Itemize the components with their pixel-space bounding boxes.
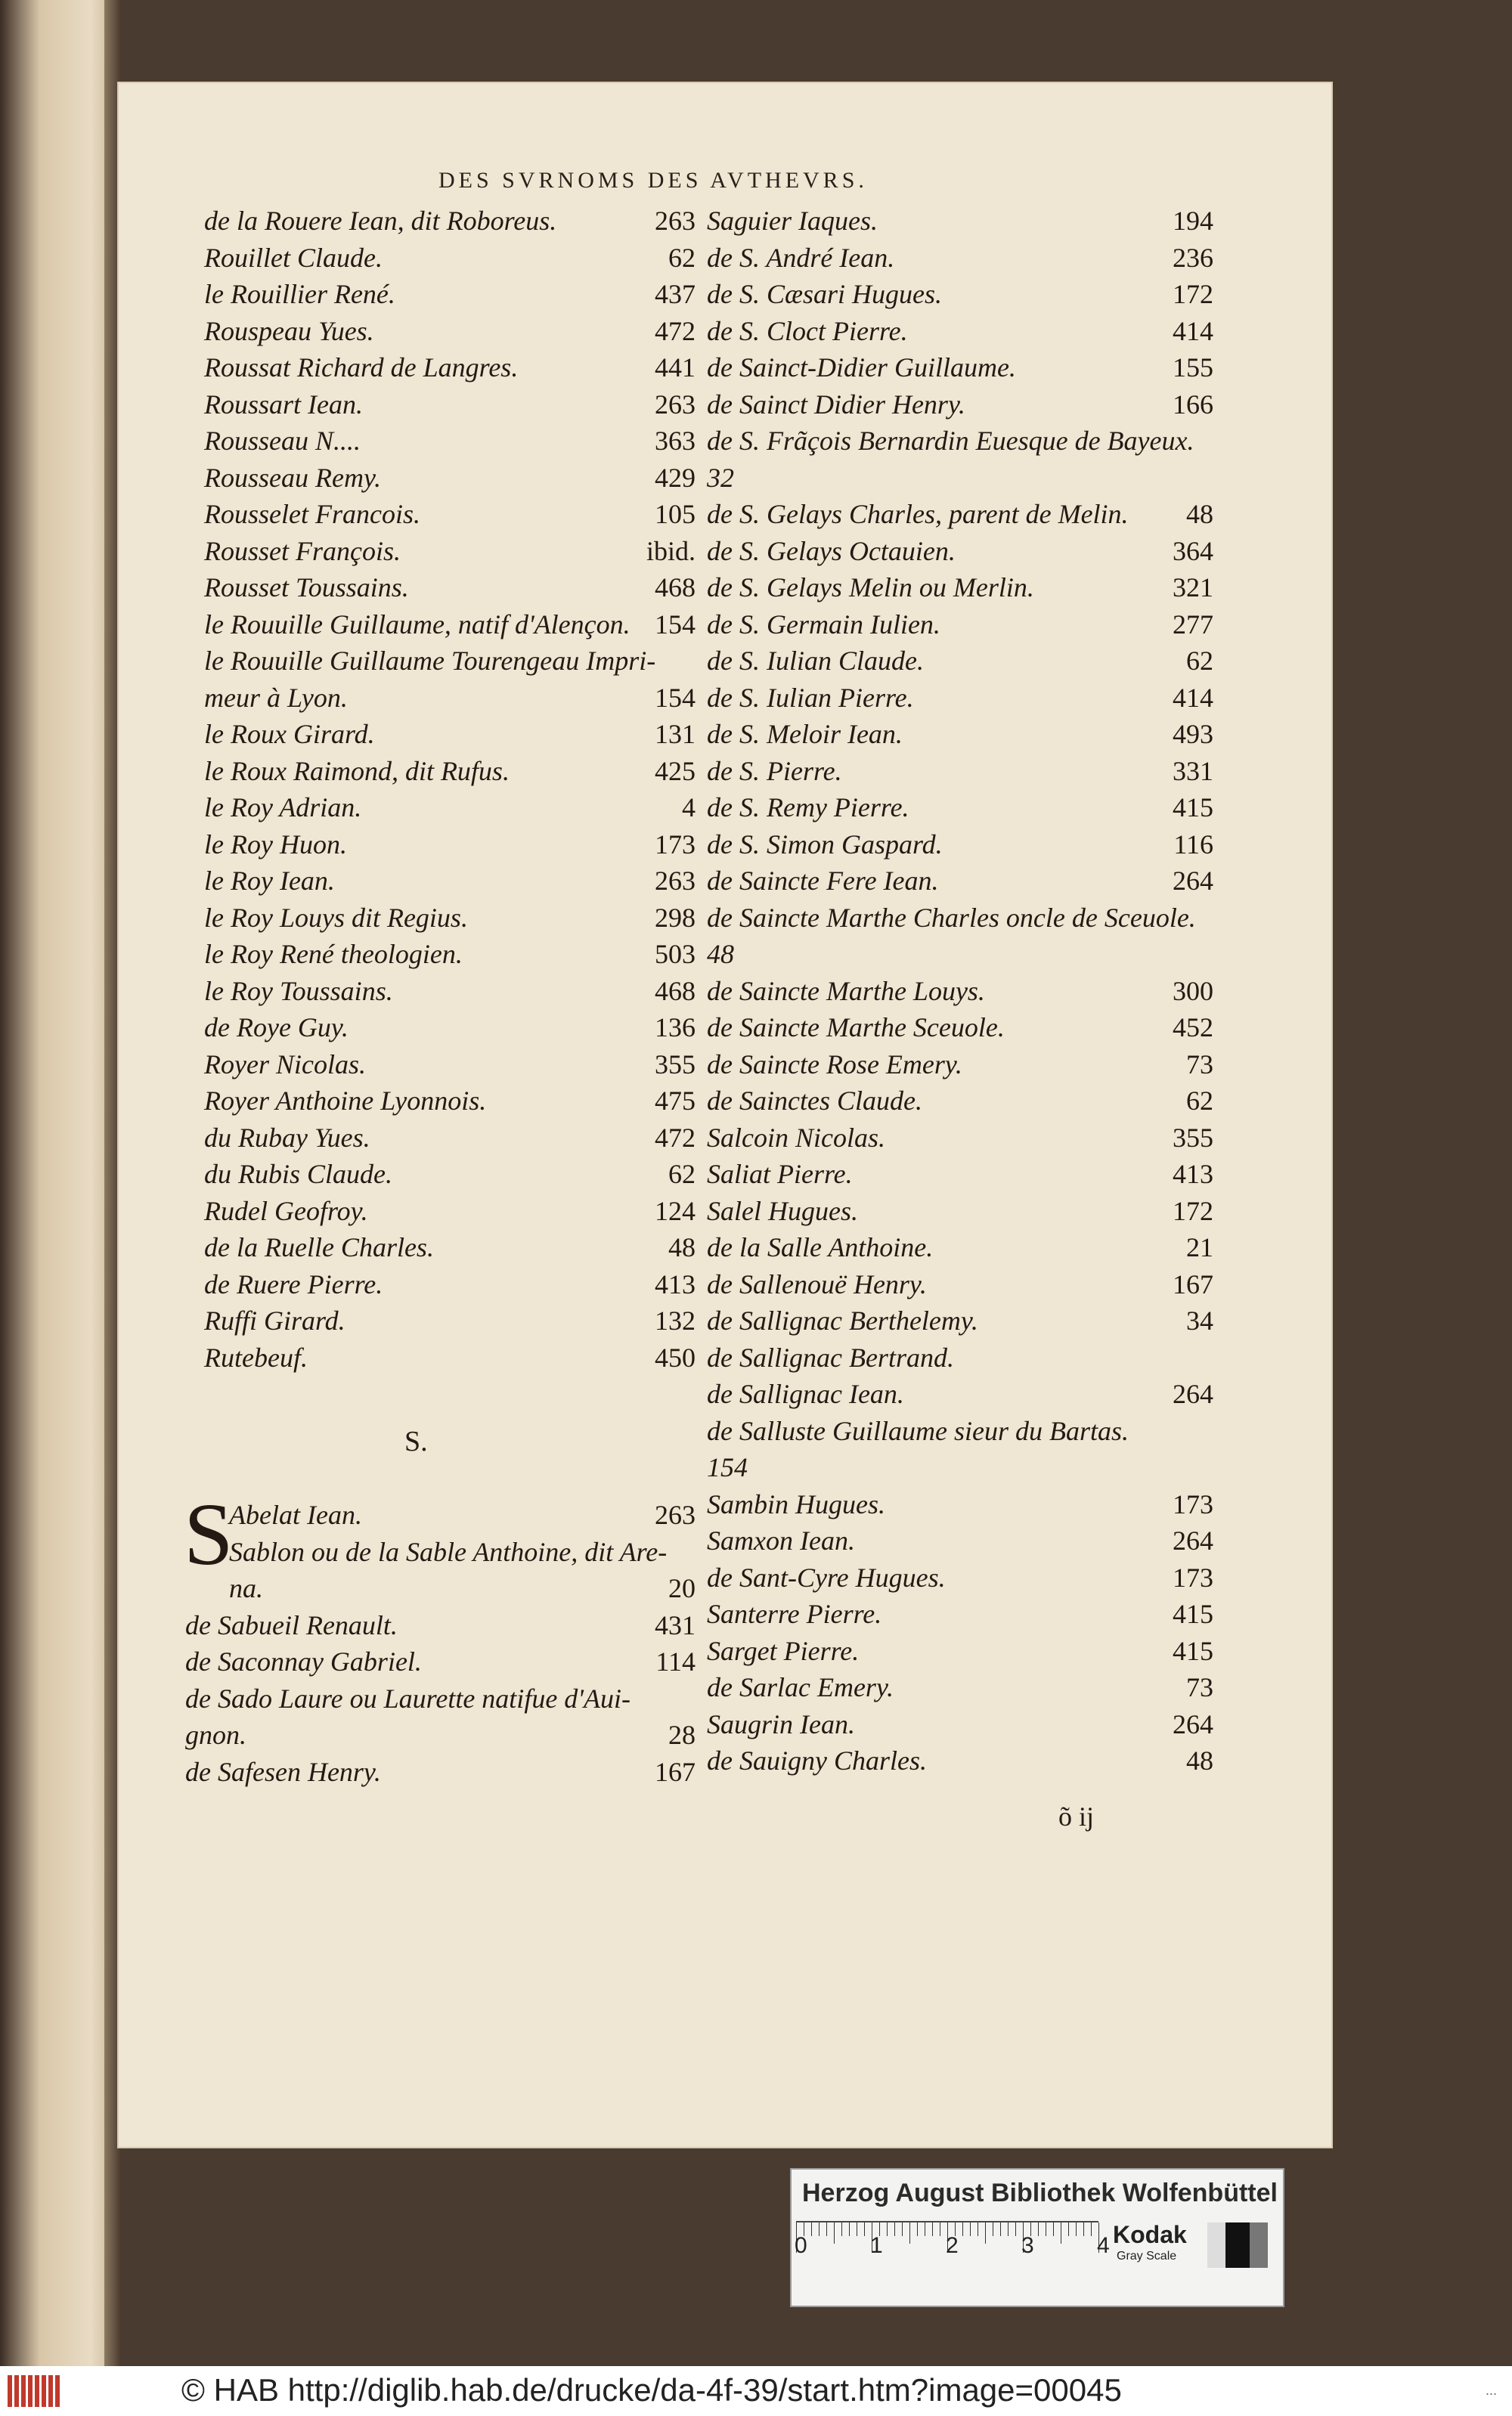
entry-name: de S. Cloct Pierre. <box>707 315 908 346</box>
index-entry <box>185 1570 696 1607</box>
entry-name: Salel Hugues. <box>707 1195 858 1226</box>
entry-name: de Saincte Marthe Charles oncle de Sceuole. <box>707 902 1196 933</box>
entry-name: le Roy Iean. <box>204 866 335 896</box>
entry-name: Rousseau Remy. <box>204 462 381 493</box>
entry-name: de S. Gelays Octauien. <box>707 535 956 566</box>
ruler-tick <box>834 2222 835 2244</box>
entry-page-number: ibid. <box>646 535 696 566</box>
index-entry <box>707 423 1213 460</box>
index-entry <box>204 1193 696 1230</box>
entry-name: de S. André Iean. <box>707 242 895 273</box>
ruler-tick <box>894 2222 895 2236</box>
entry-page-number: 172 <box>1173 1195 1213 1226</box>
entry-name: de S. Meloir Iean. <box>707 719 903 749</box>
entry-name: de Sallenouë Henry. <box>707 1268 927 1299</box>
entry-name: na. <box>229 1573 263 1603</box>
ruler-tick <box>864 2222 865 2236</box>
entry-page-number: 194 <box>1173 206 1213 236</box>
entry-page-number: 48 <box>1186 1745 1213 1776</box>
index-entry <box>707 1522 1213 1560</box>
entry-name: Rousset François. <box>204 535 401 566</box>
index-entry <box>707 716 1213 753</box>
index-entry <box>204 1120 696 1157</box>
entry-name: Rousselet Francois. <box>204 499 420 529</box>
entry-page-number: 136 <box>655 1012 696 1042</box>
entry-page-number: 236 <box>1173 242 1213 273</box>
entry-name: Sambin Hugues. <box>707 1488 885 1519</box>
left-page-edge <box>0 0 113 2366</box>
entry-page-number: 155 <box>1173 352 1213 383</box>
ruler-tick <box>841 2222 842 2236</box>
entry-name: de S. Germain Iulien. <box>707 609 940 640</box>
index-entry <box>204 386 696 423</box>
entry-page-number: 173 <box>1173 1488 1213 1519</box>
entry-page-number: 363 <box>655 426 696 456</box>
index-entry <box>707 1669 1213 1706</box>
ruler-tick <box>849 2222 850 2236</box>
index-entry <box>707 1596 1213 1633</box>
index-entry <box>707 863 1213 900</box>
entry-page-number: 300 <box>1173 975 1213 1006</box>
entry-name: de Sado Laure ou Laurette natifue d'Aui- <box>185 1683 631 1714</box>
index-entry <box>204 423 696 460</box>
index-entry <box>707 789 1213 826</box>
entry-page-number: 503 <box>655 939 696 969</box>
entry-name: Rousset Toussains. <box>204 572 409 602</box>
entry-name: de Saincte Fere Iean. <box>707 866 939 896</box>
entry-name: le Roux Raimond, dit Rufus. <box>204 755 510 786</box>
entry-name: Abelat Iean. <box>229 1500 362 1530</box>
index-entry <box>204 1156 696 1193</box>
index-entry <box>707 1340 1213 1377</box>
signature-mark: õ ij <box>1058 1801 1095 1832</box>
index-entry <box>204 1009 696 1046</box>
index-entry <box>185 1534 696 1571</box>
entry-name: Saliat Pierre. <box>707 1159 853 1189</box>
index-entry <box>204 789 696 826</box>
ruler-tick <box>1015 2222 1016 2236</box>
index-entry <box>707 1266 1213 1303</box>
entry-page-number: 321 <box>1173 572 1213 602</box>
index-entry <box>707 826 1213 863</box>
index-entry <box>707 1120 1213 1157</box>
entry-name: de S. Cæsari Hugues. <box>707 279 943 309</box>
footer-dots: ... <box>1485 2383 1497 2398</box>
index-entry <box>707 460 1213 497</box>
entry-name: Sarget Pierre. <box>707 1635 860 1666</box>
ruler-number: 1 <box>870 2233 883 2258</box>
ruler-tick <box>811 2222 812 2236</box>
entry-page-number: 4 <box>682 792 696 822</box>
index-entry <box>185 1717 696 1754</box>
entry-page-number: 355 <box>655 1048 696 1079</box>
entry-name: le Roy Louys dit Regius. <box>204 902 468 933</box>
entry-page-number: 73 <box>1186 1048 1213 1079</box>
entry-page-number: 472 <box>655 315 696 346</box>
hab-logo-icon <box>8 2375 60 2407</box>
entry-page-number: 493 <box>1173 719 1213 749</box>
ruler-number: 2 <box>946 2233 959 2258</box>
index-entry <box>707 900 1213 937</box>
entry-name: Rouspeau Yues. <box>204 315 374 346</box>
entry-page-number: 429 <box>655 462 696 493</box>
entry-page-number: 415 <box>1173 792 1213 822</box>
ruler-scale <box>795 2221 1110 2268</box>
index-entry <box>707 1302 1213 1340</box>
entry-page-number: 425 <box>655 755 696 786</box>
ruler-tick <box>970 2222 971 2236</box>
entry-name: de Saincte Marthe Louys. <box>707 975 985 1006</box>
entry-name: de S. Iulian Claude. <box>707 646 924 676</box>
index-entry <box>707 203 1213 240</box>
ruler-tick <box>887 2222 888 2236</box>
ruler-tick <box>1083 2222 1084 2236</box>
left-index-column <box>204 203 696 1376</box>
entry-name: de Roye Guy. <box>204 1012 349 1042</box>
ruler-tick <box>1091 2222 1092 2236</box>
entry-name: de Sant-Cyre Hugues. <box>707 1562 946 1593</box>
index-entry <box>707 1560 1213 1597</box>
entry-name: de Sallignac Iean. <box>707 1379 904 1409</box>
index-entry <box>707 1193 1213 1230</box>
index-entry <box>707 753 1213 790</box>
index-entry <box>204 349 696 386</box>
index-entry <box>707 349 1213 386</box>
entry-name: gnon. <box>185 1720 246 1750</box>
entry-page-number: 414 <box>1173 315 1213 346</box>
index-entry <box>204 900 696 937</box>
entry-name: de Saconnay Gabriel. <box>185 1646 422 1677</box>
entry-name: Rousseau N.... <box>204 426 361 456</box>
entry-page-number: 62 <box>1186 646 1213 676</box>
entry-name: de Safesen Henry. <box>185 1756 381 1787</box>
entry-name: de Ruere Pierre. <box>204 1268 383 1299</box>
entry-name: Roussart Iean. <box>204 389 363 420</box>
entry-name: Rutebeuf. <box>204 1342 308 1373</box>
index-entry <box>707 643 1213 680</box>
entry-page-number: 437 <box>655 279 696 309</box>
entry-page-number: 468 <box>655 975 696 1006</box>
index-entry <box>707 973 1213 1010</box>
index-entry <box>204 496 696 533</box>
index-entry <box>707 1742 1213 1779</box>
entry-name: de Salluste Guillaume sieur du Bartas. <box>707 1415 1129 1446</box>
ruler-number: 3 <box>1021 2233 1034 2258</box>
entry-page-number: 132 <box>655 1306 696 1336</box>
ruler-number: 4 <box>1097 2233 1110 2258</box>
entry-page-number: 105 <box>655 499 696 529</box>
entry-page-number: 21 <box>1186 1232 1213 1262</box>
entry-page-number: 154 <box>655 609 696 640</box>
entry-name: 48 <box>707 939 734 969</box>
drop-capital: S <box>184 1485 234 1584</box>
entry-name: le Roy Huon. <box>204 829 347 860</box>
entry-page-number: 415 <box>1173 1635 1213 1666</box>
index-entry <box>204 1340 696 1377</box>
entry-page-number: 277 <box>1173 609 1213 640</box>
index-entry <box>204 826 696 863</box>
entry-name: Samxon Iean. <box>707 1525 855 1556</box>
entry-name: du Rubis Claude. <box>204 1159 392 1189</box>
entry-page-number: 415 <box>1173 1599 1213 1629</box>
entry-name: de la Salle Anthoine. <box>707 1232 934 1262</box>
entry-page-number: 173 <box>1173 1562 1213 1593</box>
viewer-footer <box>0 2366 1512 2416</box>
entry-page-number: 28 <box>668 1720 696 1750</box>
entry-name: Royer Nicolas. <box>204 1048 366 1079</box>
entry-name: de la Ruelle Charles. <box>204 1232 434 1262</box>
index-entry <box>204 680 696 717</box>
entry-name: Salcoin Nicolas. <box>707 1122 885 1153</box>
index-entry <box>204 460 696 497</box>
index-entry <box>707 680 1213 717</box>
index-entry <box>707 1046 1213 1083</box>
index-entry <box>204 240 696 277</box>
entry-page-number: 441 <box>655 352 696 383</box>
index-entry <box>707 386 1213 423</box>
index-entry <box>185 1680 696 1718</box>
index-entry <box>204 533 696 570</box>
index-entry <box>204 1302 696 1340</box>
entry-name: Saguier Iaques. <box>707 206 878 236</box>
index-entry <box>185 1754 696 1791</box>
entry-name: de S. Remy Pierre. <box>707 792 909 822</box>
entry-page-number: 48 <box>668 1232 696 1262</box>
entry-name: le Roy René theologien. <box>204 939 463 969</box>
entry-name: Roussat Richard de Langres. <box>204 352 519 383</box>
index-entry <box>204 1046 696 1083</box>
index-entry <box>204 1229 696 1266</box>
entry-page-number: 431 <box>655 1609 696 1640</box>
entry-name: de S. Pierre. <box>707 755 842 786</box>
ruler-tick <box>909 2222 910 2244</box>
index-entry <box>204 716 696 753</box>
entry-page-number: 452 <box>1173 1012 1213 1042</box>
entry-page-number: 264 <box>1173 1708 1213 1739</box>
entry-name: de la Rouere Iean, dit Roboreus. <box>204 206 557 236</box>
entry-name: 154 <box>707 1452 748 1482</box>
entry-name: Saugrin Iean. <box>707 1708 855 1739</box>
entry-page-number: 167 <box>1173 1268 1213 1299</box>
index-entry <box>204 973 696 1010</box>
index-entry <box>707 569 1213 606</box>
ruler-tick <box>1038 2222 1039 2236</box>
index-entry <box>707 1449 1213 1486</box>
index-entry <box>707 1413 1213 1450</box>
index-entry <box>204 606 696 643</box>
entry-page-number: 264 <box>1173 1379 1213 1409</box>
ruler-tick <box>819 2222 820 2236</box>
gray-patch <box>1207 2222 1268 2268</box>
entry-page-number: 263 <box>655 389 696 420</box>
entry-page-number: 62 <box>1186 1086 1213 1116</box>
entry-name: meur à Lyon. <box>204 682 348 713</box>
entry-page-number: 173 <box>655 829 696 860</box>
entry-name: le Roy Adrian. <box>204 792 362 822</box>
index-entry <box>204 1083 696 1120</box>
index-entry <box>204 753 696 790</box>
entry-page-number: 48 <box>1186 499 1213 529</box>
entry-page-number: 34 <box>1186 1306 1213 1336</box>
section-letter: S. <box>404 1426 428 1457</box>
entry-page-number: 62 <box>668 1159 696 1189</box>
index-entry <box>707 496 1213 533</box>
entry-page-number: 73 <box>1186 1672 1213 1702</box>
index-entry <box>204 643 696 680</box>
entry-name: de S. Simon Gaspard. <box>707 829 943 860</box>
entry-name: de Sarlac Emery. <box>707 1672 894 1702</box>
entry-page-number: 331 <box>1173 755 1213 786</box>
ruler-number: 0 <box>795 2233 807 2258</box>
entry-name: de Sallignac Bertrand. <box>707 1342 954 1373</box>
entry-name: le Roy Toussains. <box>204 975 393 1006</box>
entry-name: Rouillet Claude. <box>204 242 383 273</box>
entry-name: Ruffi Girard. <box>204 1306 345 1336</box>
index-entry <box>707 1009 1213 1046</box>
entry-name: le Rouillier René. <box>204 279 395 309</box>
entry-page-number: 154 <box>655 682 696 713</box>
library-name: Herzog August Bibliothek Wolfenbüttel <box>802 2179 1278 2207</box>
index-entry <box>204 863 696 900</box>
entry-page-number: 20 <box>668 1573 696 1603</box>
entry-name: de Sainct Didier Henry. <box>707 389 965 420</box>
entry-name: de Sallignac Berthelemy. <box>707 1306 978 1336</box>
entry-name: le Rouuille Guillaume Tourengeau Impri- <box>204 646 656 676</box>
index-entry <box>204 313 696 350</box>
footer-url-link[interactable]: © HAB http://diglib.hab.de/drucke/da-4f-39/start.htm?image=00045 <box>181 2372 1122 2408</box>
index-entry <box>707 1083 1213 1120</box>
entry-page-number: 298 <box>655 902 696 933</box>
entry-page-number: 264 <box>1173 866 1213 896</box>
ruler-tick <box>917 2222 918 2236</box>
left-index-column-s <box>185 1497 696 1790</box>
entry-page-number: 166 <box>1173 389 1213 420</box>
ruler-tick <box>1000 2222 1001 2236</box>
entry-name: de S. Gelays Melin ou Merlin. <box>707 572 1034 602</box>
entry-name: 32 <box>707 462 734 493</box>
entry-name: de S. Iulian Pierre. <box>707 682 914 713</box>
entry-name: du Rubay Yues. <box>204 1122 370 1153</box>
ruler-tick <box>1008 2222 1009 2236</box>
index-entry <box>707 533 1213 570</box>
index-entry <box>185 1643 696 1680</box>
index-entry <box>707 240 1213 277</box>
entry-name: de S. Gelays Charles, parent de Melin. <box>707 499 1129 529</box>
running-header: DES SVRNOMS DES AVTHEVRS. <box>438 168 868 193</box>
entry-name: le Rouuille Guillaume, natif d'Alençon. <box>204 609 631 640</box>
index-entry <box>185 1607 696 1644</box>
entry-name: Rudel Geofroy. <box>204 1195 368 1226</box>
index-entry <box>204 276 696 313</box>
entry-page-number: 263 <box>655 866 696 896</box>
entry-page-number: 413 <box>655 1268 696 1299</box>
entry-name: Santerre Pierre. <box>707 1599 882 1629</box>
index-entry <box>707 276 1213 313</box>
index-entry <box>707 313 1213 350</box>
entry-name: de Sainct-Didier Guillaume. <box>707 352 1016 383</box>
entry-name: de S. Frãçois Bernardin Euesque de Bayeux. <box>707 426 1194 456</box>
entry-name: de Sainctes Claude. <box>707 1086 922 1116</box>
index-entry <box>707 1376 1213 1413</box>
ruler-tick <box>826 2222 827 2236</box>
entry-page-number: 124 <box>655 1195 696 1226</box>
index-entry <box>707 1633 1213 1670</box>
entry-page-number: 414 <box>1173 682 1213 713</box>
index-entry <box>707 1706 1213 1743</box>
ruler-tick <box>985 2222 986 2244</box>
right-index-column <box>707 203 1213 1779</box>
index-entry <box>204 569 696 606</box>
index-entry <box>707 1486 1213 1523</box>
entry-page-number: 263 <box>655 206 696 236</box>
ruler-tick <box>902 2222 903 2236</box>
entry-page-number: 413 <box>1173 1159 1213 1189</box>
entry-page-number: 114 <box>655 1646 696 1677</box>
entry-page-number: 355 <box>1173 1122 1213 1153</box>
entry-page-number: 472 <box>655 1122 696 1153</box>
entry-page-number: 172 <box>1173 279 1213 309</box>
entry-name: de Saincte Rose Emery. <box>707 1048 962 1079</box>
entry-name: de Sabueil Renault. <box>185 1609 398 1640</box>
entry-name: le Roux Girard. <box>204 719 375 749</box>
index-entry <box>707 1156 1213 1193</box>
entry-page-number: 116 <box>1173 829 1213 860</box>
ruler-tick <box>932 2222 933 2236</box>
kodak-logo: Kodak <box>1113 2221 1187 2248</box>
ruler-tick <box>1053 2222 1054 2236</box>
entry-page-number: 131 <box>655 719 696 749</box>
entry-name: de Sauigny Charles. <box>707 1745 927 1776</box>
entry-page-number: 450 <box>655 1342 696 1373</box>
index-entry <box>707 606 1213 643</box>
entry-page-number: 475 <box>655 1086 696 1116</box>
entry-page-number: 167 <box>655 1756 696 1787</box>
entry-name: de Saincte Marthe Sceuole. <box>707 1012 1005 1042</box>
entry-page-number: 263 <box>655 1500 696 1530</box>
entry-name: Sablon ou de la Sable Anthoine, dit Are- <box>229 1536 668 1567</box>
index-entry <box>204 1266 696 1303</box>
index-entry <box>707 936 1213 973</box>
index-entry <box>204 936 696 973</box>
entry-name: Royer Anthoine Lyonnois. <box>204 1086 487 1116</box>
ruler-tick <box>1068 2222 1069 2236</box>
ruler-tick <box>1076 2222 1077 2236</box>
entry-page-number: 468 <box>655 572 696 602</box>
index-entry <box>185 1497 696 1534</box>
entry-page-number: 264 <box>1173 1525 1213 1556</box>
entry-page-number: 364 <box>1173 535 1213 566</box>
color-calibration-card <box>790 2168 1284 2307</box>
gray-scale-label: Gray Scale <box>1117 2250 1177 2263</box>
index-entry <box>204 203 696 240</box>
entry-page-number: 62 <box>668 242 696 273</box>
index-entry <box>707 1229 1213 1266</box>
ruler-tick <box>962 2222 963 2236</box>
